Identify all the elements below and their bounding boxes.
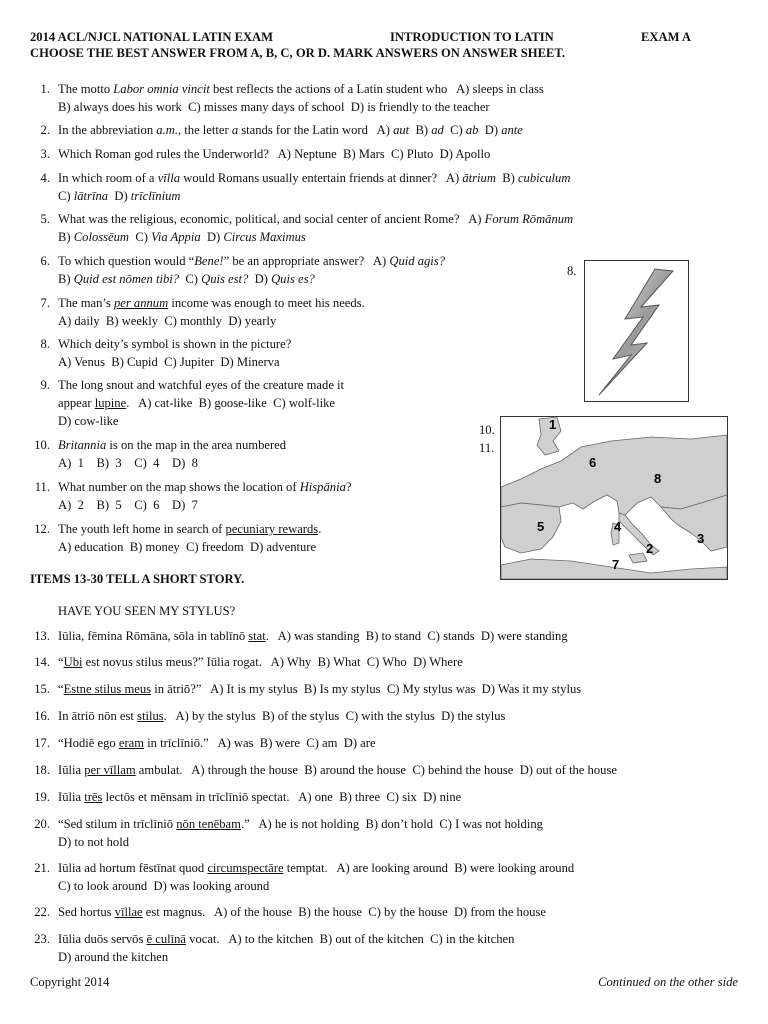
question-22: 22. Sed hortus vīllae est magnus. A) of the house B) the house C) by the house D) from the house [34, 905, 546, 919]
map-number-7: 7 [612, 557, 620, 572]
exam-level: INTRODUCTION TO LATIN [390, 30, 554, 44]
map-number-6: 6 [589, 455, 597, 470]
question-3: 3. Which Roman god rules the Underworld? A) Neptune B) Mars C) Pluto D) Apollo [40, 147, 491, 161]
continued-note: Continued on the other side [598, 975, 738, 989]
question-15: 15. “Estne stilus meus in ātriō?” A) It is my stylus B) Is my stylus C) My stylus was D) Was it my stylus [34, 682, 582, 696]
question-23: 23. Iūlia duōs servōs ē culīnā vocat. A) to the kitchen B) out of the kitchen C) in the kitchen D) around the kitchen [34, 932, 515, 964]
question-4: 4. In which room of a vīlla would Romans usually entertain friends at dinner? A) ātrium B) cubiculum C) lātrīna D) trīclīnium [40, 171, 571, 203]
question-5: 5. What was the religious, economic, political, and social center of ancient Rome? A) Forum Rōmānum B) Colossēum C) Via Appia D) Circus Maximus [40, 212, 574, 244]
question-16: 16. In ātriō nōn est stilus. A) by the stylus B) of the stylus C) with the stylus D) the stylus [34, 709, 506, 723]
exam-title: 2014 ACL/NJCL NATIONAL LATIN EXAM [30, 30, 274, 44]
story-title: HAVE YOU SEEN MY STYLUS? [58, 604, 236, 618]
question-2: 2. In the abbreviation a.m., the letter a stands for the Latin word A) aut B) ad C) ab D) ante [40, 123, 523, 137]
copyright: Copyright 2014 [30, 975, 110, 989]
question-7: 7. The man’s per annum income was enough to meet his needs. A) daily B) weekly C) monthly D) yearly [40, 296, 365, 328]
map-number-2: 2 [646, 541, 654, 556]
map-image [501, 417, 727, 579]
map-number-4: 4 [614, 519, 622, 534]
question-21: 21. Iūlia ad hortum fēstīnat quod circumspectāre temptat. A) are looking around B) were looking around C) to look around D) was looking around [34, 861, 575, 893]
exam-instructions: CHOOSE THE BEST ANSWER FROM A, B, C, OR D. MARK ANSWERS ON ANSWER SHEET. [30, 46, 565, 60]
question-18: 18. Iūlia per vīllam ambulat. A) through the house B) around the house C) behind the house D) out of the house [34, 763, 617, 777]
lightning-bolt-icon [585, 261, 688, 401]
map-number-1: 1 [549, 417, 557, 432]
figure-11-label: 11. [479, 441, 495, 455]
question-14: 14. “Ubi est novus stilus meus?” Iūlia rogat. A) Why B) What C) Who D) Where [34, 655, 463, 669]
map-number-5: 5 [537, 519, 545, 534]
question-8: 8. Which deity’s symbol is shown in the picture? A) Venus B) Cupid C) Jupiter D) Minerva [40, 337, 292, 369]
figure-10-label: 10. [479, 423, 495, 437]
question-12: 12. The youth left home in search of pecuniary rewards. A) education B) money C) freedom D) adventure [34, 522, 322, 554]
question-13: 13. Iūlia, fēmina Rōmāna, sōla in tablīnō stat. A) was standing B) to stand C) stands D) were standing [34, 629, 568, 643]
map-number-3: 3 [697, 531, 705, 546]
question-11: 11. What number on the map shows the location of Hispānia? A) 2 B) 5 C) 6 D) 7 [34, 480, 352, 512]
exam-header-line1 [30, 30, 692, 45]
map-number-8: 8 [654, 471, 662, 486]
question-10: 10. Britannia is on the map in the area numbered A) 1 B) 3 C) 4 D) 8 [34, 438, 287, 470]
roman-empire-map [500, 416, 728, 580]
figure-8-label: 8. [567, 264, 577, 278]
question-6: 6. To which question would “Bene!” be an appropriate answer? A) Quid agis? B) Quid est nōmen tibi? C) Quis est? D) Quis es? [40, 254, 445, 286]
question-1: 1. The motto Labor omnia vincit best reflects the actions of a Latin student who A) sleeps in class B) always does his work C) misses many days of school D) is friendly to the teacher [40, 82, 544, 114]
story-heading: ITEMS 13-30 TELL A SHORT STORY. [30, 572, 245, 586]
lightning-bolt-figure [584, 260, 689, 402]
question-19: 19. Iūlia trēs lectōs et mēnsam in trīclīniō spectat. A) one B) three C) six D) nine [34, 790, 462, 804]
question-9: 9. The long snout and watchful eyes of the creature made it appear lupine. A) cat-like B) goose-like C) wolf-like D) cow-like [40, 378, 345, 428]
exam-version: EXAM A [641, 30, 692, 44]
question-17: 17. “Hodiē ego eram in trīclīniō.” A) was B) were C) am D) are [34, 736, 376, 750]
question-20: 20. “Sed stilum in trīclīniō nōn tenēbam.” A) he is not holding B) don’t hold C) I was not holding D) to not hold [34, 817, 543, 849]
